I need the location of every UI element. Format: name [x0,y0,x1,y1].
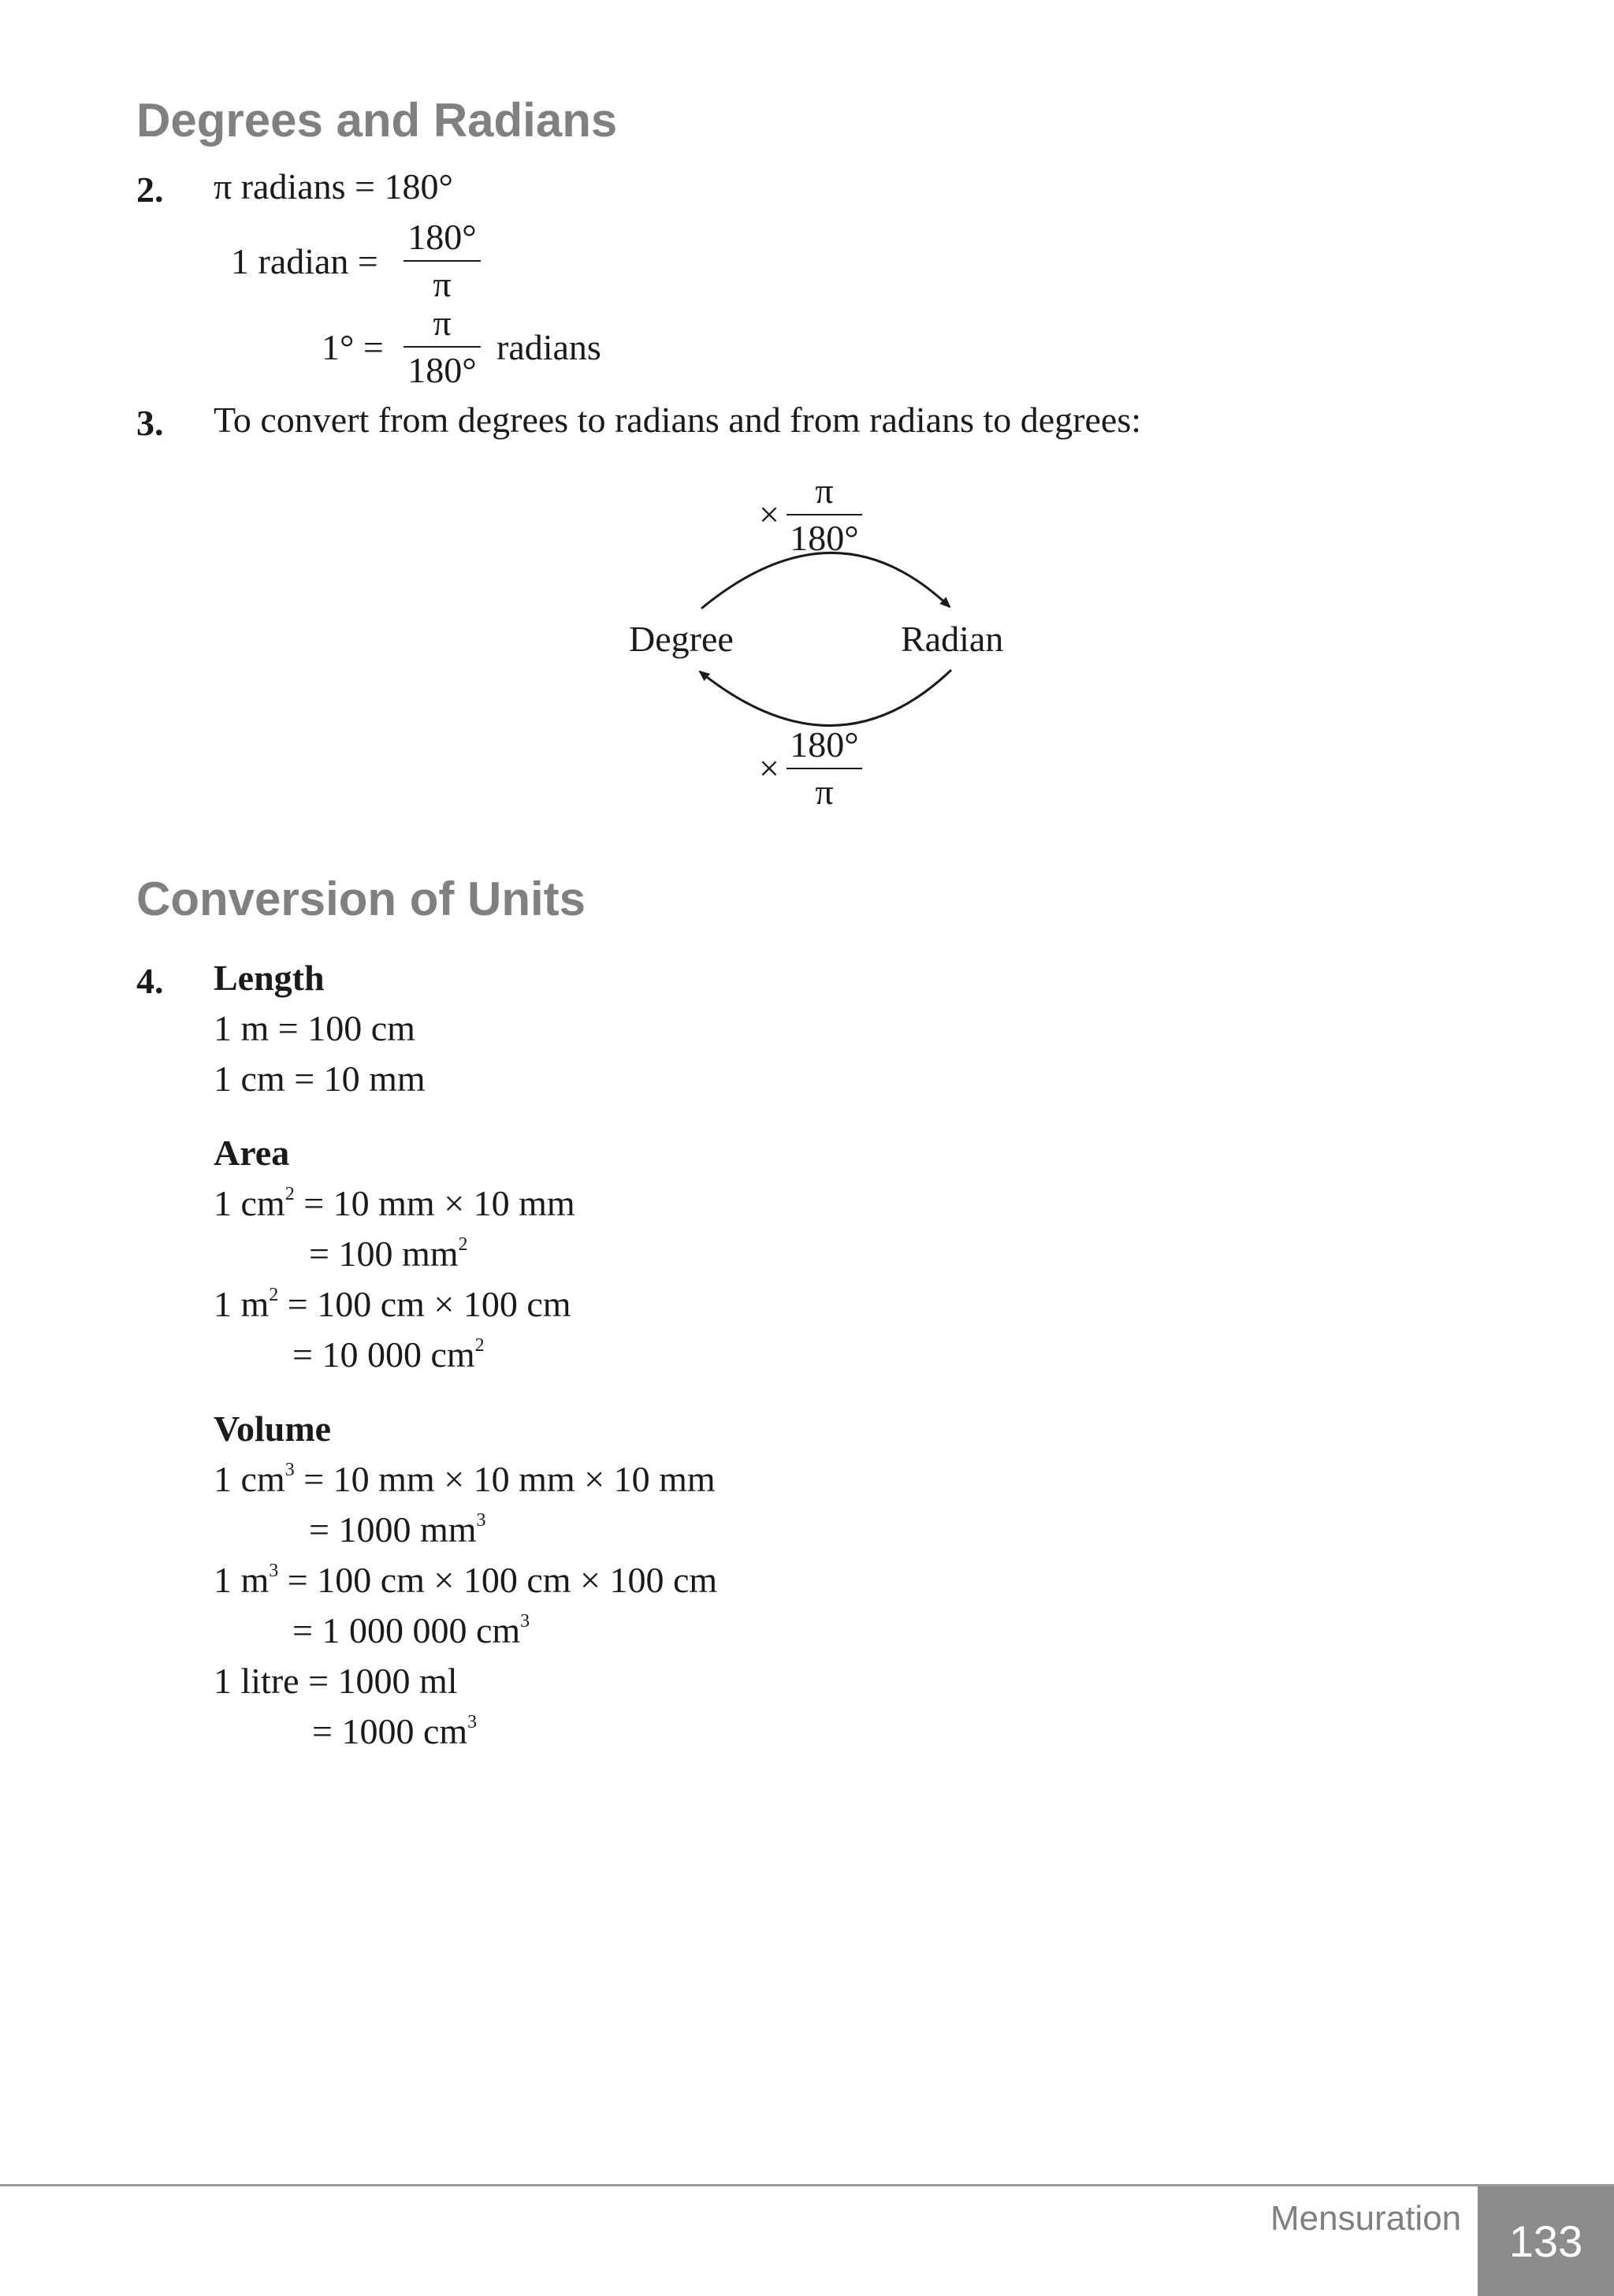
fraction-denominator: 180° [407,350,477,390]
volume-line-2: = 1000 $mm^3$ [309,1509,486,1550]
radians-suffix: radians [496,327,601,367]
radian-label: Radian [901,619,1004,659]
convert-instruction: To convert from degrees to radians and from radians to degrees: [214,400,1142,440]
fraction-numerator: 180° [407,217,477,257]
bottom-times-sign: × [759,748,779,788]
area-line-3: 1 $m^2 = 100$ cm × 100 cm [214,1284,571,1324]
fraction-numerator: π [815,471,834,511]
top-times-sign: × [759,494,779,534]
volume-line-1: 1 $cm^3 = 10$ mm × 10 mm × 10 mm [214,1459,716,1499]
item-number-2: 2. [136,169,164,210]
footer-rule [0,2184,1614,2186]
page-number: 133 [1508,2216,1583,2266]
footer-chapter-title: Mensuration [1270,2199,1462,2238]
fraction-numerator: π [433,303,452,343]
length-line-2: 1 cm = 10 mm [214,1059,426,1099]
degree-to-radian-arrow [701,553,950,608]
length-line-1: 1 m = 100 cm [214,1008,415,1048]
section-heading-conversion-units: Conversion of Units [136,873,586,925]
volume-line-5: 1 litre = 1000 ml [214,1661,458,1701]
area-title: Area [214,1133,290,1173]
section-heading-degrees-radians: Degrees and Radians [136,94,618,147]
item-number-4: 4. [136,961,164,1001]
one-radian-label: 1 radian = [231,241,378,281]
pi-radians-line: π radians = 180° [214,166,453,207]
fraction-denominator: π [433,264,452,304]
fraction-numerator: 180° [790,724,859,765]
one-degree-label: 1° = [322,327,384,367]
length-title: Length [214,958,325,998]
item-number-3: 3. [136,403,164,443]
fraction-denominator: π [815,772,834,812]
area-line-2: = 100 $mm^2$ [309,1234,468,1274]
volume-line-3: 1 $m^3 = 100$ cm × 100 cm × 100 cm [214,1560,718,1600]
volume-line-6: = 1000 $cm^3$ [312,1711,478,1751]
bottom-multiplier-fraction [787,724,862,812]
degree-label: Degree [629,619,734,659]
area-line-1: 1 $cm^2 = 10$ mm × 10 mm [214,1183,575,1223]
area-line-4: = 10 000 $cm^2$ [292,1334,485,1375]
volume-title: Volume [214,1408,332,1449]
page-number-box [1478,2186,1614,2296]
radian-to-degree-arrow [700,670,951,726]
fraction-denominator: 180° [790,518,859,558]
volume-line-4: = 1 000 000 $cm^3$ [292,1610,530,1650]
